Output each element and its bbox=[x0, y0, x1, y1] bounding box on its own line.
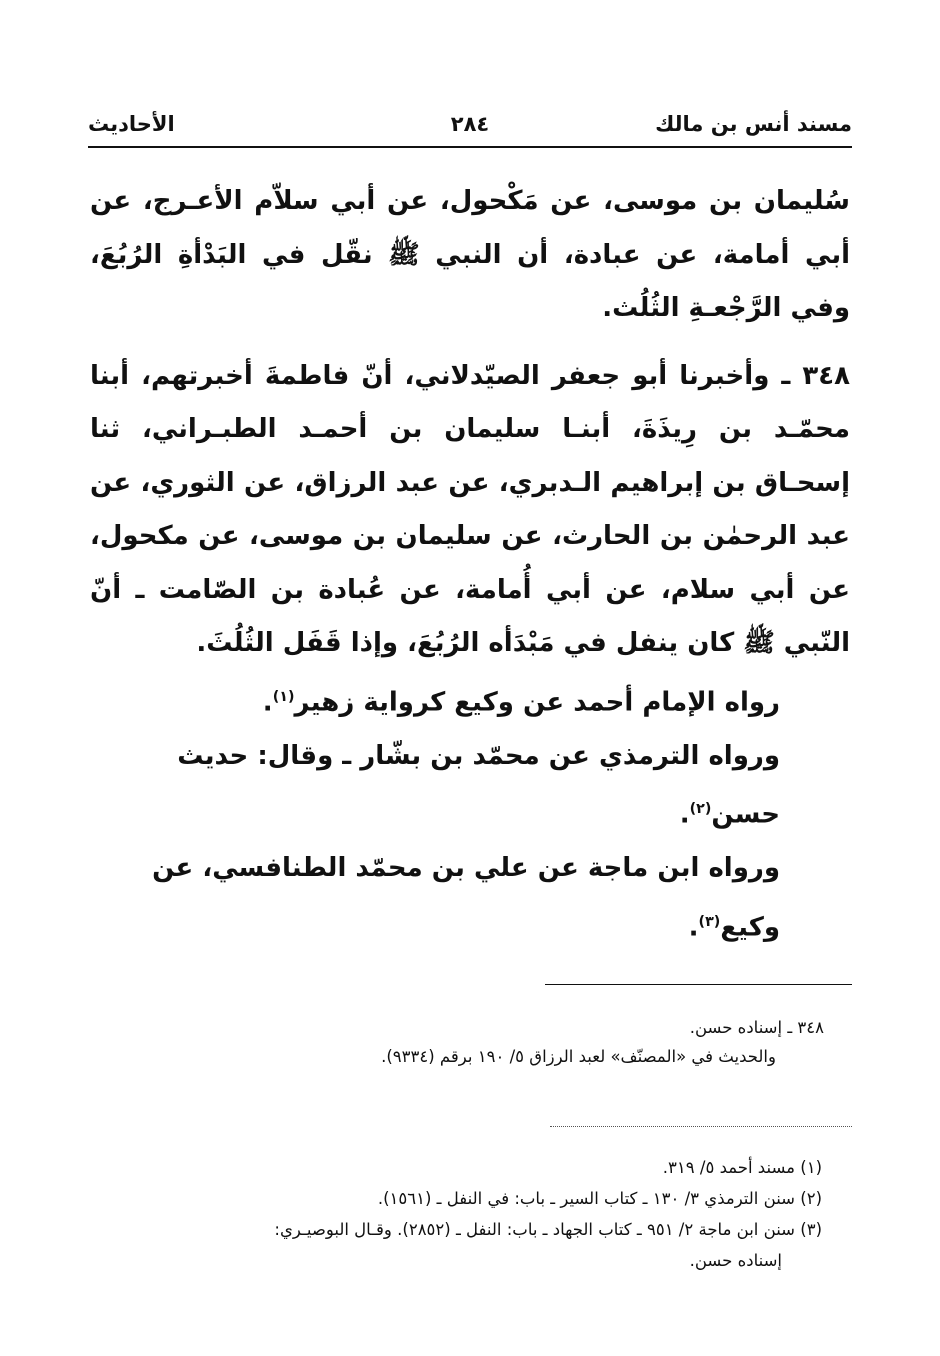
narration-end-dot: . bbox=[262, 687, 273, 718]
footnote-2: (٢) سنن الترمذي ٣/ ١٣٠ ـ كتاب السير ـ باب: في النفل ـ (١٥٦١). bbox=[377, 1189, 822, 1208]
footnote-ref-1: (١) bbox=[272, 688, 295, 705]
main-text bbox=[90, 175, 850, 955]
editor-notes bbox=[90, 1013, 824, 1071]
footnote-3-continuation: إسناده حسن. bbox=[689, 1251, 782, 1270]
footnote-ref-2: (٢) bbox=[689, 801, 712, 818]
narration-ahmad-text: رواه الإمام أحمد عن وكيع كرواية زهير bbox=[294, 687, 780, 718]
running-header bbox=[88, 112, 852, 142]
hadith-348-paragraph: ٣٤٨ ـ وأخبرنا أبو جعفر الصيّدلاني، أنّ فاطمةَ أخبرتهم، أبنا محمّـد بن رِيذَةَ، أبنـا سليمان بن أحمـد الطبـراني، ثنا إسحـاق بن إبراهيم الـدبري، عن عبد الرزاق، عن الثوري، عن عبد الرحمٰن بن الحارث، عن سليمان بن موسى، عن مكحول، عن أبي سلام، عن أبي أُمامة، عن عُبادة بن الصّامت ـ أنّ النّبي ﷺ كان ينفل في مَبْدَأه الرُبُعَ، وإذا قَفَل الثُلُثَ. bbox=[90, 360, 850, 658]
narration-ahmad bbox=[90, 671, 850, 730]
footnotes-divider bbox=[550, 1126, 852, 1127]
narration-ibn-majah bbox=[90, 842, 850, 955]
footnote-1: (١) مسند أحمد ٥/ ٣١٩. bbox=[662, 1158, 822, 1177]
footnotes bbox=[90, 1152, 822, 1276]
header-divider bbox=[88, 146, 852, 148]
narration-tirmidhi bbox=[90, 730, 850, 843]
narration-end-dot: . bbox=[688, 912, 699, 943]
footnote-ref-3: (٣) bbox=[698, 913, 721, 930]
note-line-1: ٣٤٨ ـ إسناده حسن. bbox=[689, 1018, 824, 1037]
footnote-3: (٣) سنن ابن ماجة ٢/ ٩٥١ ـ كتاب الجهاد ـ باب: النفل ـ (٢٨٥٢). وقـال البوصيـري: bbox=[274, 1220, 822, 1239]
section-title: الأحاديث bbox=[88, 112, 175, 136]
book-title: مسند أنس بن مالك bbox=[655, 112, 852, 136]
narration-tirmidhi-text: ورواه الترمذي عن محمّد بن بشّار ـ وقال: حديث حسن bbox=[177, 740, 780, 830]
page-number: ٢٨٤ bbox=[450, 112, 490, 136]
note-line-2: والحديث في «المصنّف» لعبد الرزاق ٥/ ١٩٠ برقم (٩٣٣٤). bbox=[381, 1047, 776, 1066]
notes-divider bbox=[545, 984, 852, 985]
continuation-paragraph: سُليمان بن موسى، عن مَكْحول، عن أبي سلاّم الأعـرج، عن أبي أمامة، عن عبادة، أن النبي ﷺ نقّل في البَدْأةِ الرُبُعَ، وفي الرَّجْعـةِ الثُلُث. bbox=[90, 186, 850, 323]
narration-ibn-majah-text: ورواه ابن ماجة عن علي بن محمّد الطنافسي، عن وكيع bbox=[152, 853, 780, 943]
narration-end-dot: . bbox=[679, 799, 690, 830]
